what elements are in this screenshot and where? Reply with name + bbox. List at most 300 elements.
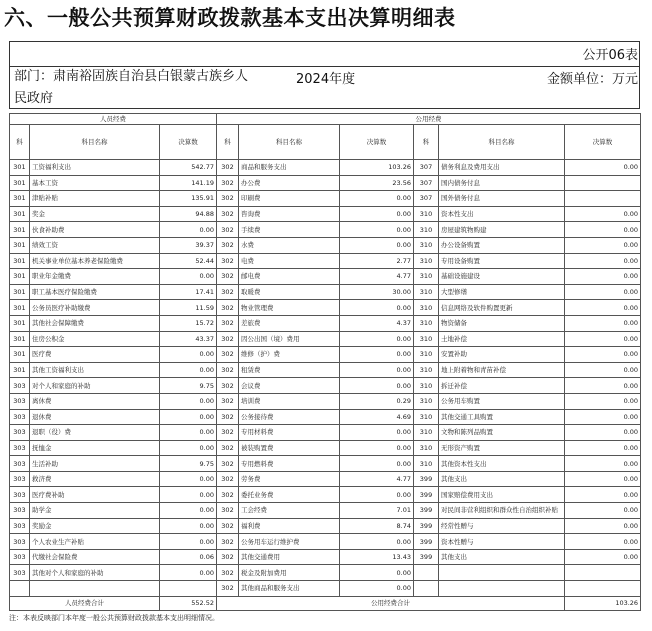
amount-cell: 0.00 <box>340 581 414 597</box>
table-row <box>10 269 641 285</box>
code-cell: 301 <box>10 300 30 316</box>
code-cell: 310 <box>414 300 439 316</box>
name-cell: 专用燃料费 <box>239 456 340 472</box>
code-cell: 307 <box>414 191 439 207</box>
table-row <box>10 237 641 253</box>
code-header: 科 <box>10 125 30 160</box>
personnel-total-label: 人员经费合计 <box>10 596 160 610</box>
code-cell: 302 <box>217 253 239 269</box>
table-row <box>10 362 641 378</box>
amount-cell: 0.00 <box>340 206 414 222</box>
name-cell: 对民间非营利组织和群众性自治组织补贴 <box>439 503 565 519</box>
amount-cell: 0.00 <box>160 425 217 441</box>
name-cell: 手续费 <box>239 222 340 238</box>
name-cell: 电费 <box>239 253 340 269</box>
amount-header: 决算数 <box>340 125 414 160</box>
amount-cell: 8.74 <box>340 518 414 534</box>
amount-cell: 0.00 <box>340 347 414 363</box>
name-header: 科目名称 <box>239 125 340 160</box>
amount-cell <box>565 191 641 207</box>
code-cell: 310 <box>414 347 439 363</box>
table-row <box>10 534 641 550</box>
code-cell: 302 <box>217 175 239 191</box>
code-cell: 302 <box>217 503 239 519</box>
name-cell: 公务接待费 <box>239 409 340 425</box>
code-cell: 301 <box>10 191 30 207</box>
name-cell: 公务员医疗补助缴费 <box>30 300 160 316</box>
amount-cell: 135.91 <box>160 191 217 207</box>
amount-cell: 4.77 <box>340 471 414 487</box>
name-cell: 其他支出 <box>439 471 565 487</box>
amount-cell: 0.00 <box>340 378 414 394</box>
name-cell: 税金及附加费用 <box>239 565 340 581</box>
code-cell: 302 <box>217 565 239 581</box>
name-cell: 奖励金 <box>30 518 160 534</box>
amount-cell: 0.00 <box>565 409 641 425</box>
name-cell: 委托业务费 <box>239 487 340 503</box>
name-cell: 奖金 <box>30 206 160 222</box>
code-header: 科 <box>217 125 239 160</box>
code-cell: 310 <box>414 456 439 472</box>
name-cell: 信息网络及软件购置更新 <box>439 300 565 316</box>
name-cell: 取暖费 <box>239 284 340 300</box>
name-cell: 资本性支出 <box>439 206 565 222</box>
table-row <box>10 347 641 363</box>
code-cell: 301 <box>10 331 30 347</box>
name-cell: 救济费 <box>30 471 160 487</box>
amount-cell: 2.77 <box>340 253 414 269</box>
name-cell: 物业管理费 <box>239 300 340 316</box>
amount-cell: 0.00 <box>340 191 414 207</box>
code-cell: 302 <box>217 440 239 456</box>
amount-cell: 30.00 <box>340 284 414 300</box>
name-cell: 住房公积金 <box>30 331 160 347</box>
table-row <box>10 315 641 331</box>
code-cell: 302 <box>217 456 239 472</box>
amount-cell <box>565 565 641 581</box>
code-cell: 302 <box>217 425 239 441</box>
name-cell: 被装购置费 <box>239 440 340 456</box>
code-cell: 310 <box>414 331 439 347</box>
name-cell: 安置补助 <box>439 347 565 363</box>
code-cell: 301 <box>10 253 30 269</box>
code-cell: 303 <box>10 456 30 472</box>
amount-cell: 0.00 <box>160 487 217 503</box>
amount-cell: 0.06 <box>160 549 217 565</box>
form-number: 公开06表 <box>582 48 638 63</box>
amount-cell: 0.00 <box>565 503 641 519</box>
name-cell: 文物和陈列品购置 <box>439 425 565 441</box>
code-cell: 310 <box>414 409 439 425</box>
table-row <box>10 300 641 316</box>
amount-cell: 0.00 <box>160 534 217 550</box>
table-row <box>10 518 641 534</box>
code-cell: 301 <box>10 315 30 331</box>
code-cell: 310 <box>414 315 439 331</box>
amount-cell: 0.00 <box>565 362 641 378</box>
amount-cell: 0.00 <box>160 471 217 487</box>
code-cell: 301 <box>10 160 30 176</box>
name-cell: 差旅费 <box>239 315 340 331</box>
code-cell: 303 <box>10 503 30 519</box>
name-cell: 其他对个人和家庭的补助 <box>30 565 160 581</box>
name-header: 科目名称 <box>30 125 160 160</box>
table-row <box>10 253 641 269</box>
code-cell: 310 <box>414 362 439 378</box>
table-row <box>10 393 641 409</box>
code-cell: 302 <box>217 206 239 222</box>
amount-header: 决算数 <box>565 125 641 160</box>
code-cell: 399 <box>414 534 439 550</box>
code-cell: 302 <box>217 409 239 425</box>
code-cell: 310 <box>414 284 439 300</box>
name-cell <box>30 581 160 597</box>
table-row <box>10 565 641 581</box>
name-cell: 其他交通费用 <box>239 549 340 565</box>
department-label: 部门：肃南裕固族自治县白银蒙古族乡人民政府 <box>14 69 249 106</box>
footnote: 注：本表反映部门本年度一般公共预算财政拨款基本支出明细情况。 <box>9 614 219 622</box>
table-row <box>10 425 641 441</box>
table-row <box>10 581 641 597</box>
name-cell: 其他支出 <box>439 549 565 565</box>
code-cell: 310 <box>414 206 439 222</box>
table-row <box>10 471 641 487</box>
code-cell: 302 <box>217 331 239 347</box>
table-row <box>10 409 641 425</box>
name-cell: 国家赔偿费用支出 <box>439 487 565 503</box>
amount-cell: 13.43 <box>340 549 414 565</box>
code-cell: 302 <box>217 160 239 176</box>
amount-header: 决算数 <box>160 125 217 160</box>
code-cell: 303 <box>10 409 30 425</box>
code-cell: 301 <box>10 206 30 222</box>
amount-cell: 52.44 <box>160 253 217 269</box>
amount-cell: 0.00 <box>160 440 217 456</box>
table-row <box>10 284 641 300</box>
code-cell: 303 <box>10 425 30 441</box>
name-cell: 机关事业单位基本养老保险缴费 <box>30 253 160 269</box>
amount-cell: 0.00 <box>565 518 641 534</box>
amount-cell: 0.00 <box>160 518 217 534</box>
amount-cell: 9.75 <box>160 456 217 472</box>
code-cell: 301 <box>10 362 30 378</box>
name-cell: 维修（护）费 <box>239 347 340 363</box>
amount-cell: 0.00 <box>565 425 641 441</box>
amount-cell: 0.00 <box>160 503 217 519</box>
name-cell: 其他商品和服务支出 <box>239 581 340 597</box>
table-row <box>10 378 641 394</box>
name-cell: 其他工资福利支出 <box>30 362 160 378</box>
amount-cell: 4.37 <box>340 315 414 331</box>
personnel-total-value: 552.52 <box>160 596 217 610</box>
amount-cell: 0.00 <box>565 284 641 300</box>
name-cell: 邮电费 <box>239 269 340 285</box>
amount-cell: 4.69 <box>340 409 414 425</box>
name-cell: 伙食补助费 <box>30 222 160 238</box>
amount-cell: 0.00 <box>565 487 641 503</box>
code-cell: 310 <box>414 425 439 441</box>
expenditure-table <box>9 113 641 611</box>
code-cell: 302 <box>217 471 239 487</box>
name-cell: 咨询费 <box>239 206 340 222</box>
amount-cell: 0.00 <box>340 362 414 378</box>
code-cell: 302 <box>217 549 239 565</box>
code-cell: 303 <box>10 565 30 581</box>
name-cell: 其他资本性支出 <box>439 456 565 472</box>
public-total-label: 公用经费合计 <box>217 596 565 610</box>
name-cell: 劳务费 <box>239 471 340 487</box>
name-cell: 抚恤金 <box>30 440 160 456</box>
name-cell: 其他社会保障缴费 <box>30 315 160 331</box>
code-cell <box>414 565 439 581</box>
name-cell: 退职（役）费 <box>30 425 160 441</box>
name-cell: 绩效工资 <box>30 237 160 253</box>
amount-cell: 0.00 <box>340 222 414 238</box>
amount-cell: 0.00 <box>565 347 641 363</box>
amount-cell: 0.00 <box>160 393 217 409</box>
code-cell: 302 <box>217 237 239 253</box>
personnel-group-header: 人员经费 <box>10 114 217 125</box>
code-cell: 310 <box>414 253 439 269</box>
name-cell: 培训费 <box>239 393 340 409</box>
name-cell: 医疗费补助 <box>30 487 160 503</box>
amount-cell: 542.77 <box>160 160 217 176</box>
name-cell: 代缴社会保险费 <box>30 549 160 565</box>
table-row <box>10 160 641 176</box>
code-cell: 399 <box>414 503 439 519</box>
code-cell: 302 <box>217 581 239 597</box>
amount-cell: 4.77 <box>340 269 414 285</box>
name-cell: 办公设备购置 <box>439 237 565 253</box>
code-cell <box>414 581 439 597</box>
amount-cell: 0.00 <box>160 269 217 285</box>
amount-cell: 0.00 <box>160 347 217 363</box>
code-cell: 301 <box>10 237 30 253</box>
amount-cell: 9.75 <box>160 378 217 394</box>
amount-cell: 0.00 <box>340 440 414 456</box>
name-cell: 职业年金缴费 <box>30 269 160 285</box>
amount-cell: 0.00 <box>160 565 217 581</box>
amount-cell: 0.00 <box>160 222 217 238</box>
code-cell: 302 <box>217 487 239 503</box>
code-cell: 302 <box>217 222 239 238</box>
name-cell: 个人农业生产补贴 <box>30 534 160 550</box>
name-cell: 专用材料费 <box>239 425 340 441</box>
code-cell: 310 <box>414 440 439 456</box>
name-cell: 物资储备 <box>439 315 565 331</box>
code-cell: 310 <box>414 237 439 253</box>
name-cell: 办公费 <box>239 175 340 191</box>
name-cell: 资本性赠与 <box>439 534 565 550</box>
amount-cell: 39.37 <box>160 237 217 253</box>
amount-cell: 0.00 <box>340 534 414 550</box>
name-cell: 工资福利支出 <box>30 160 160 176</box>
code-cell: 302 <box>217 347 239 363</box>
amount-cell: 94.88 <box>160 206 217 222</box>
table-row <box>10 549 641 565</box>
amount-cell <box>565 175 641 191</box>
code-cell: 301 <box>10 269 30 285</box>
code-cell: 302 <box>217 378 239 394</box>
code-cell <box>10 581 30 597</box>
name-cell: 助学金 <box>30 503 160 519</box>
code-cell: 303 <box>10 378 30 394</box>
amount-cell: 11.59 <box>160 300 217 316</box>
code-cell: 303 <box>10 534 30 550</box>
name-cell: 国内债务付息 <box>439 175 565 191</box>
amount-cell: 0.00 <box>160 409 217 425</box>
name-cell: 其他交通工具购置 <box>439 409 565 425</box>
amount-cell: 0.00 <box>565 300 641 316</box>
amount-unit: 金额单位：万元 <box>546 72 638 87</box>
code-cell: 303 <box>10 518 30 534</box>
code-cell: 301 <box>10 347 30 363</box>
table-row <box>10 456 641 472</box>
name-cell: 基础设施建设 <box>439 269 565 285</box>
name-cell: 土地补偿 <box>439 331 565 347</box>
amount-cell: 0.00 <box>565 222 641 238</box>
name-cell: 公务用车运行维护费 <box>239 534 340 550</box>
code-cell: 310 <box>414 378 439 394</box>
code-header: 科 <box>414 125 439 160</box>
name-cell: 经常性赠与 <box>439 518 565 534</box>
table-row <box>10 222 641 238</box>
name-cell: 房屋建筑物购建 <box>439 222 565 238</box>
amount-cell: 103.26 <box>340 160 414 176</box>
code-cell: 310 <box>414 222 439 238</box>
amount-cell: 0.00 <box>565 378 641 394</box>
table-row <box>10 503 641 519</box>
name-cell: 对个人和家庭的补助 <box>30 378 160 394</box>
code-cell: 310 <box>414 393 439 409</box>
amount-cell: 0.00 <box>565 456 641 472</box>
code-cell: 303 <box>10 487 30 503</box>
amount-cell: 15.72 <box>160 315 217 331</box>
amount-cell: 0.00 <box>340 456 414 472</box>
name-cell: 工会经费 <box>239 503 340 519</box>
name-cell: 商品和服务支出 <box>239 160 340 176</box>
code-cell: 302 <box>217 315 239 331</box>
public-group-header: 公用经费 <box>217 114 641 125</box>
code-cell: 307 <box>414 175 439 191</box>
amount-cell: 17.41 <box>160 284 217 300</box>
amount-cell: 0.00 <box>340 331 414 347</box>
amount-cell <box>565 581 641 597</box>
code-cell: 303 <box>10 393 30 409</box>
code-cell: 302 <box>217 269 239 285</box>
table-row <box>10 191 641 207</box>
amount-cell: 43.37 <box>160 331 217 347</box>
name-cell: 津贴补贴 <box>30 191 160 207</box>
name-cell: 债务利息及费用支出 <box>439 160 565 176</box>
amount-cell: 0.00 <box>565 237 641 253</box>
table-row <box>10 487 641 503</box>
name-cell: 大型修缮 <box>439 284 565 300</box>
name-cell: 福利费 <box>239 518 340 534</box>
code-cell: 303 <box>10 549 30 565</box>
name-cell: 离休费 <box>30 393 160 409</box>
name-cell: 租赁费 <box>239 362 340 378</box>
name-cell: 生活补助 <box>30 456 160 472</box>
amount-cell: 0.00 <box>565 331 641 347</box>
code-cell: 302 <box>217 362 239 378</box>
table-row <box>10 440 641 456</box>
name-header: 科目名称 <box>439 125 565 160</box>
amount-cell: 0.00 <box>565 393 641 409</box>
amount-cell: 0.00 <box>565 269 641 285</box>
code-cell: 399 <box>414 487 439 503</box>
amount-cell: 0.00 <box>565 471 641 487</box>
name-cell: 基本工资 <box>30 175 160 191</box>
name-cell <box>439 581 565 597</box>
name-cell: 国外债务付息 <box>439 191 565 207</box>
code-cell: 302 <box>217 191 239 207</box>
code-cell: 301 <box>10 222 30 238</box>
amount-cell: 0.00 <box>565 315 641 331</box>
name-cell: 地上附着物和青苗补偿 <box>439 362 565 378</box>
name-cell <box>439 565 565 581</box>
amount-cell: 0.00 <box>565 253 641 269</box>
table-row <box>10 206 641 222</box>
code-cell: 303 <box>10 440 30 456</box>
amount-cell: 23.56 <box>340 175 414 191</box>
name-cell: 公务用车购置 <box>439 393 565 409</box>
name-cell: 因公出国（境）费用 <box>239 331 340 347</box>
amount-cell: 0.00 <box>340 300 414 316</box>
amount-cell <box>160 581 217 597</box>
amount-cell: 0.00 <box>160 362 217 378</box>
fiscal-year: 2024年度 <box>296 72 356 87</box>
amount-cell: 0.29 <box>340 393 414 409</box>
code-cell: 302 <box>217 534 239 550</box>
code-cell: 399 <box>414 549 439 565</box>
name-cell: 专用设备购置 <box>439 253 565 269</box>
amount-cell: 0.00 <box>340 565 414 581</box>
code-cell: 307 <box>414 160 439 176</box>
amount-cell: 0.00 <box>340 237 414 253</box>
code-cell: 302 <box>217 284 239 300</box>
amount-cell: 7.01 <box>340 503 414 519</box>
name-cell: 拆迁补偿 <box>439 378 565 394</box>
amount-cell: 0.00 <box>565 534 641 550</box>
table-row <box>10 331 641 347</box>
code-cell: 399 <box>414 471 439 487</box>
code-cell: 301 <box>10 284 30 300</box>
code-cell: 302 <box>217 300 239 316</box>
amount-cell: 0.00 <box>340 425 414 441</box>
public-total-value: 103.26 <box>565 596 641 610</box>
code-cell: 302 <box>217 393 239 409</box>
name-cell: 医疗费 <box>30 347 160 363</box>
table-row <box>10 175 641 191</box>
name-cell: 退休费 <box>30 409 160 425</box>
amount-cell: 0.00 <box>340 487 414 503</box>
code-cell: 310 <box>414 269 439 285</box>
code-cell: 399 <box>414 518 439 534</box>
name-cell: 无形资产购置 <box>439 440 565 456</box>
name-cell: 水费 <box>239 237 340 253</box>
amount-cell: 0.00 <box>565 206 641 222</box>
amount-cell: 0.00 <box>565 440 641 456</box>
amount-cell: 0.00 <box>565 549 641 565</box>
name-cell: 会议费 <box>239 378 340 394</box>
name-cell: 职工基本医疗保险缴费 <box>30 284 160 300</box>
page-title: 六、一般公共预算财政拨款基本支出决算明细表 <box>4 6 456 30</box>
code-cell: 303 <box>10 471 30 487</box>
amount-cell: 0.00 <box>565 160 641 176</box>
amount-cell: 141.19 <box>160 175 217 191</box>
code-cell: 302 <box>217 518 239 534</box>
